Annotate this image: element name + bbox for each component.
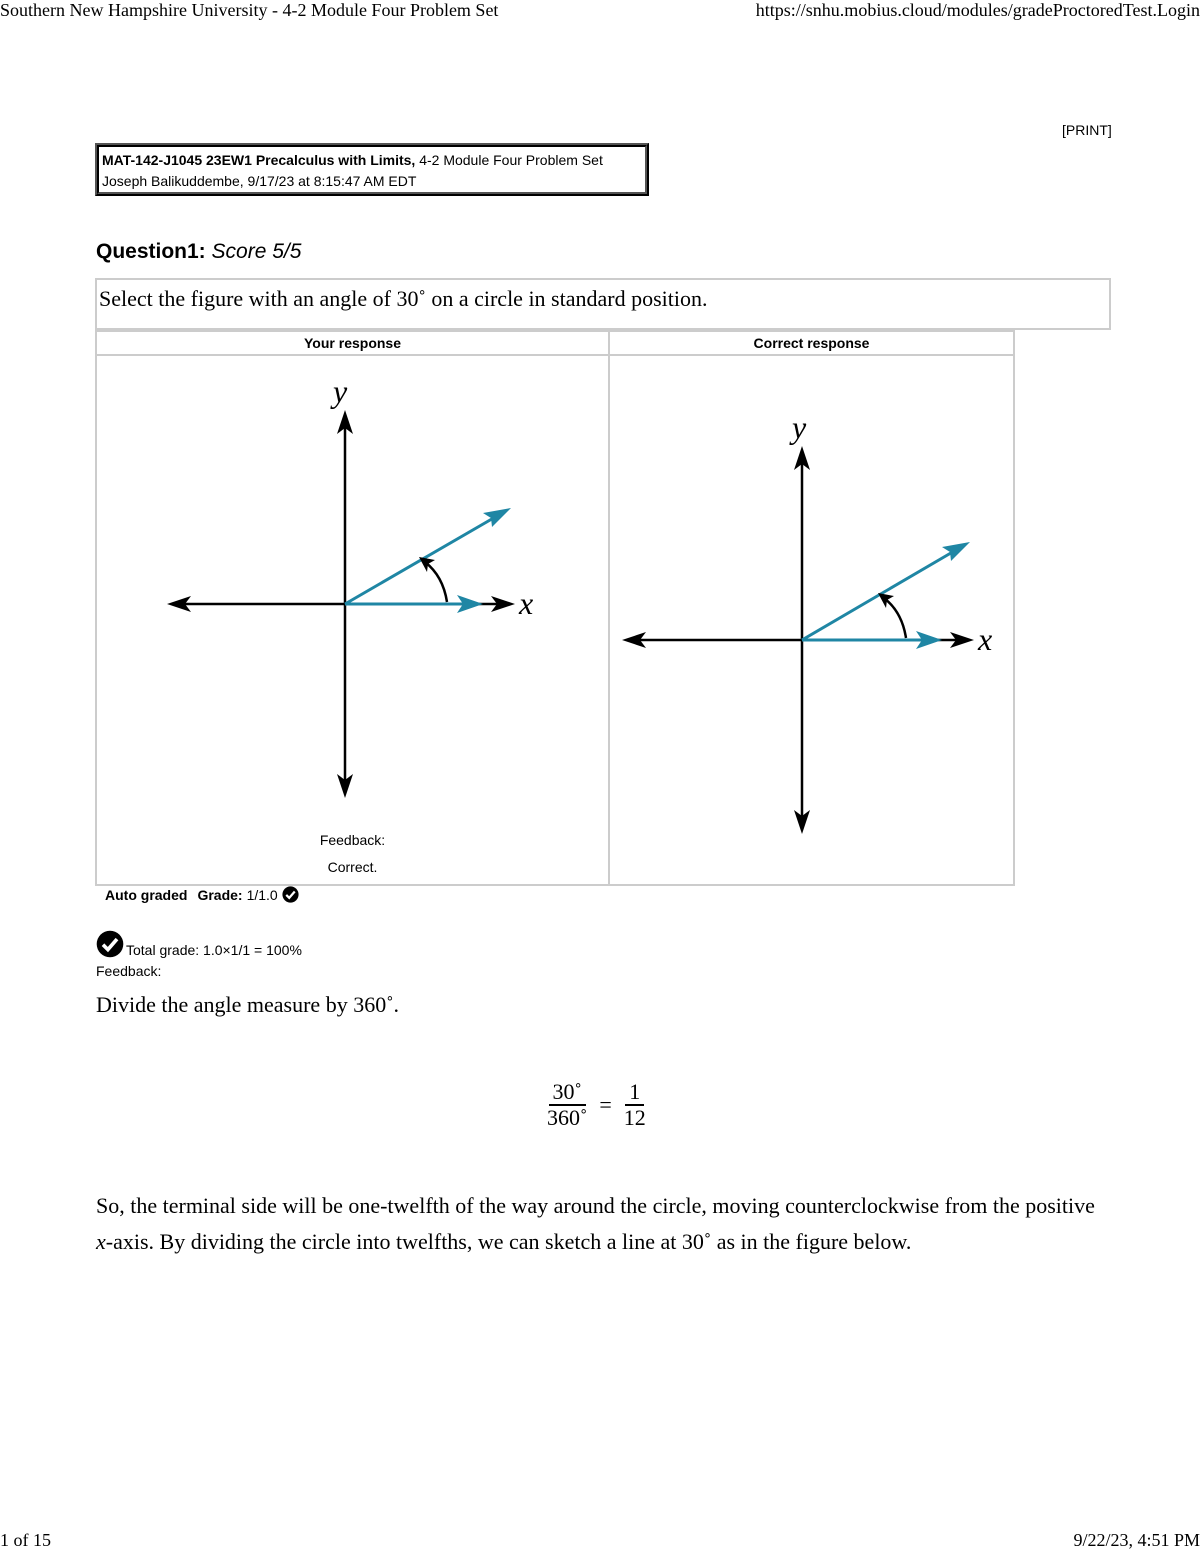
y-axis-label: y [792, 409, 807, 445]
auto-grade-line [105, 886, 299, 903]
equals-sign: = [599, 1092, 612, 1117]
x-axis-label: x [519, 585, 534, 621]
total-grade-text: Total grade: 1.0×1/1 = 100% [126, 942, 302, 958]
total-grade-line [96, 930, 302, 958]
student-line: Joseph Balikuddembe, 9/17/23 at 8:15:47 AM EDT [102, 173, 417, 189]
question-prompt: Select the figure with an angle of 30˚ on a circle in standard position. [95, 278, 1111, 330]
check-circle-icon [282, 886, 299, 903]
question-heading [96, 240, 301, 264]
grade-label: Grade: [197, 886, 243, 903]
your-response-column [97, 332, 610, 884]
your-response-figure[interactable] [157, 362, 577, 802]
explanation-part1: So, the terminal side will be one-twelfth of the way around the circle, moving counterclockwise from the positive [96, 1193, 1095, 1218]
correct-response-header: Correct response [610, 332, 1013, 356]
browser-page-url: https://snhu.mobius.cloud/modules/gradeProctoredTest.Login [755, 0, 1200, 20]
course-name: MAT-142-J1045 23EW1 Precalculus with Limits, [102, 152, 416, 168]
explanation-part2: -axis. By dividing the circle into twelfths, we can sketch a line at 30˚ as in the figure below. [105, 1229, 912, 1254]
fraction-left-denominator: 360˚ [547, 1105, 588, 1130]
grade-value: 1/1.0 [246, 886, 278, 903]
fraction-right-denominator: 12 [623, 1105, 646, 1130]
explanation-variable: x [96, 1229, 106, 1254]
page-count: 1 of 15 [0, 1530, 51, 1550]
your-response-header: Your response [97, 332, 608, 356]
terminal-side-ray [802, 550, 956, 640]
terminal-side-arrow [483, 508, 511, 527]
angle-arc [884, 598, 906, 638]
check-circle-icon [96, 930, 124, 958]
fraction-equation [543, 1080, 650, 1130]
fraction-left-numerator: 30˚ [549, 1080, 586, 1106]
fraction-right-numerator: 1 [625, 1080, 644, 1106]
correct-response-column [610, 332, 1013, 884]
explanation-paragraph [96, 1188, 1106, 1260]
y-axis-label: y [333, 373, 348, 409]
browser-page-title: Southern New Hampshire University - 4-2 Module Four Problem Set [0, 0, 499, 20]
question-number: Question1: [96, 240, 212, 263]
correct-response-figure [610, 382, 1010, 842]
feedback-label: Feedback: [96, 963, 162, 979]
terminal-side-arrow [942, 542, 970, 561]
fraction-right [620, 1080, 650, 1130]
assignment-name: 4-2 Module Four Problem Set [415, 152, 603, 168]
fraction-left [543, 1080, 591, 1130]
auto-graded-label: Auto graded [105, 886, 188, 903]
print-datetime: 9/22/23, 4:51 PM [1073, 1530, 1200, 1550]
x-axis-label: x [978, 621, 993, 657]
angle-arc [425, 562, 447, 602]
explanation-divide: Divide the angle measure by 360˚. [96, 992, 400, 1017]
course-title-line [102, 150, 642, 171]
course-info-box [95, 143, 649, 196]
response-table [95, 330, 1015, 886]
print-link[interactable]: [PRINT] [1062, 122, 1112, 138]
question-score: Score 5/5 [211, 240, 302, 263]
response-feedback-label: Feedback: [319, 832, 386, 848]
response-feedback-value: Correct. [327, 859, 378, 875]
